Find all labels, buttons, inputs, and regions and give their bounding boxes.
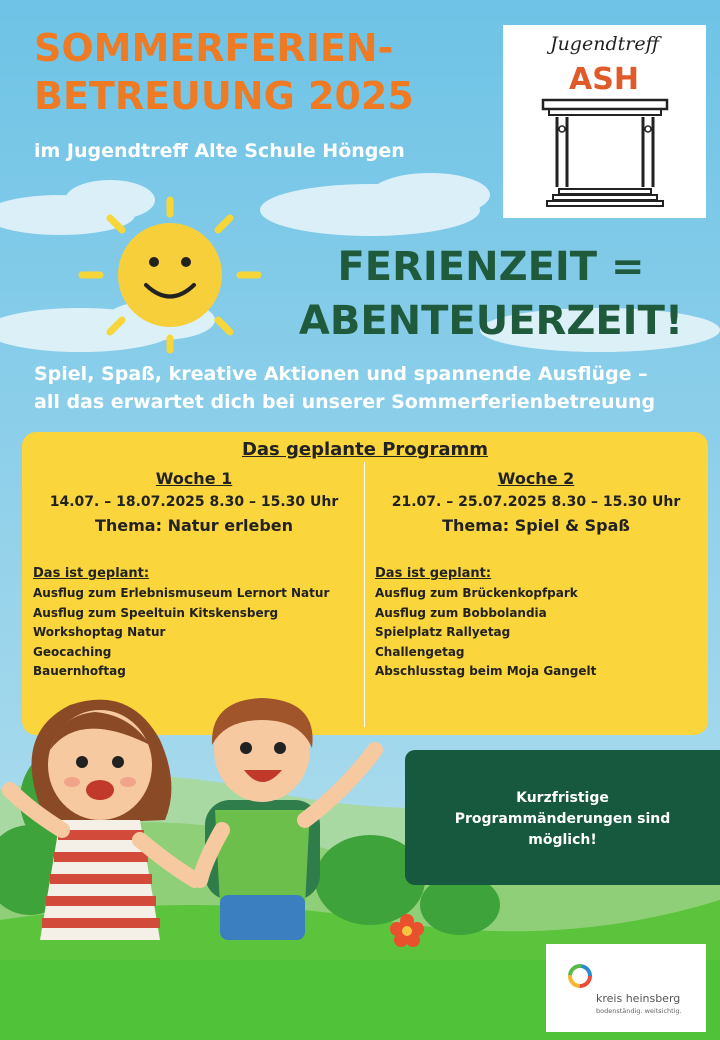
- poster-title: [34, 24, 504, 120]
- notice-line-1: Kurzfristige: [516, 790, 609, 806]
- intro-line-2: all das erwartet dich bei unserer Sommerferienbetreuung: [34, 391, 656, 413]
- week-1-plan-list: [24, 584, 364, 682]
- week-1-column: [24, 468, 364, 682]
- flower-icon: [388, 912, 426, 952]
- notice-box: [405, 750, 720, 885]
- school-building-icon: [503, 25, 706, 218]
- week-2-column: [366, 468, 706, 682]
- week-1-dates: 14.07. – 18.07.2025 8.30 – 15.30 Uhr: [49, 494, 339, 510]
- list-item: Challengetag: [375, 644, 465, 659]
- headline-line-2: ABENTEUERZEIT!: [298, 298, 684, 344]
- jugendtreff-logo: [503, 25, 706, 218]
- kreis-tagline: bodenständig. weitsichtig.: [596, 1007, 682, 1015]
- program-title: Das geplante Programm: [241, 439, 489, 460]
- list-item: Ausflug zum Erlebnismuseum Lernort Natur: [33, 586, 330, 600]
- children-illustration: [0, 690, 405, 960]
- list-item: Workshoptag Natur: [33, 625, 166, 639]
- kreis-logo-icon: [566, 962, 594, 990]
- poster-subtitle: im Jugendtreff Alte Schule Höngen: [34, 140, 405, 162]
- boy-illustration: [200, 698, 375, 940]
- list-item: Ausflug zum Speeltuin Kitskensberg: [33, 605, 279, 620]
- list-item: Geocaching: [33, 644, 112, 659]
- logo-text: Jugendtreff: [549, 33, 660, 55]
- title-line-1: SOMMERFERIEN-: [34, 26, 394, 70]
- intro-line-1: Spiel, Spaß, kreative Aktionen und spannende Ausflüge –: [34, 363, 648, 385]
- sun-icon: [70, 190, 270, 355]
- notice-line-2: Programmänderungen sind: [454, 811, 671, 827]
- week-2-label: Woche 2: [497, 469, 575, 488]
- week-2-theme: Thema: Spiel & Spaß: [442, 516, 630, 535]
- week-1-label: Woche 1: [155, 469, 233, 488]
- list-item: Ausflug zum Bobbolandia: [375, 605, 547, 620]
- week-2-plan-list: [366, 584, 706, 682]
- program-divider: [364, 462, 365, 727]
- girl-illustration: [10, 700, 195, 940]
- notice-line-3: möglich!: [528, 832, 597, 848]
- list-item: Spielplatz Rallyetag: [375, 625, 511, 639]
- headline: [262, 240, 720, 348]
- week-1-theme: Thema: Natur erleben: [94, 516, 294, 535]
- title-line-2: BETREUUNG 2025: [34, 74, 414, 118]
- list-item: Abschlusstag beim Moja Gangelt: [375, 664, 597, 678]
- week-2-plan-heading: Das ist geplant:: [375, 566, 492, 581]
- intro-text: [34, 360, 720, 416]
- week-2-dates: 21.07. – 25.07.2025 8.30 – 15.30 Uhr: [391, 494, 681, 510]
- kreis-heinsberg-logo: [546, 944, 706, 1032]
- notice-text: [425, 788, 700, 851]
- headline-line-1: FERIENZEIT =: [337, 244, 645, 290]
- logo-mark: ASH: [569, 62, 639, 97]
- kreis-name: kreis heinsberg: [596, 992, 681, 1005]
- week-1-plan-heading: Das ist geplant:: [33, 566, 150, 581]
- list-item: Bauernhoftag: [33, 664, 126, 678]
- list-item: Ausflug zum Brückenkopfpark: [375, 586, 578, 600]
